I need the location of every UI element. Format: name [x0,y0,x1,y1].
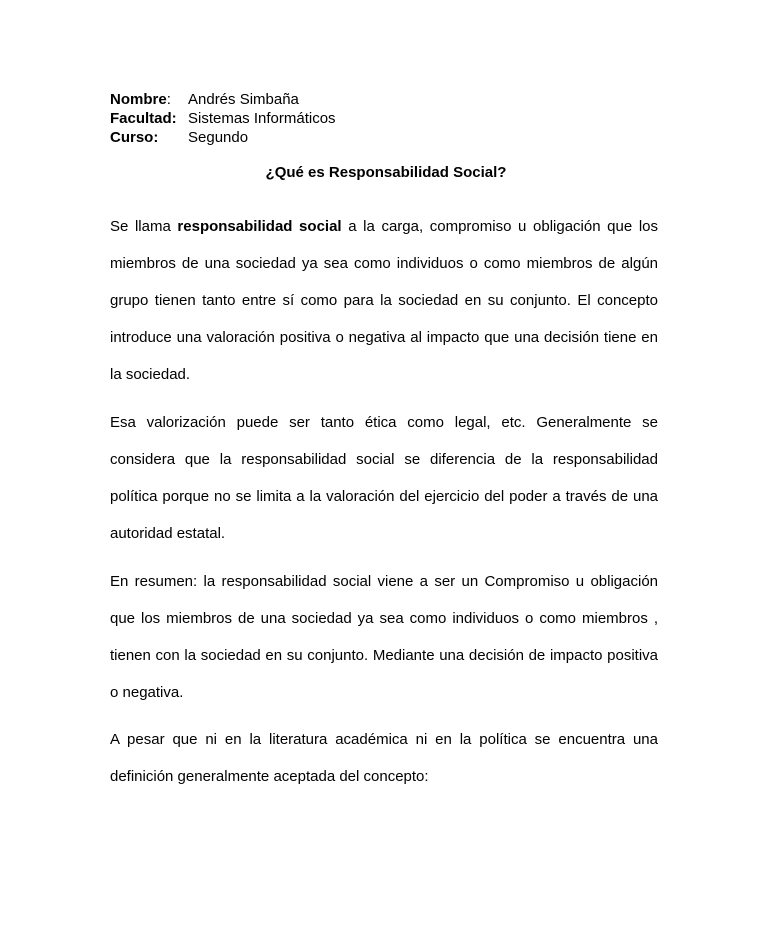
facultad-label: Facultad: [110,110,177,127]
document-title-text: ¿Qué es Responsabilidad Social? [265,164,507,181]
paragraph-1-bold-term: responsabilidad social [177,218,342,235]
curso-value: Segundo [188,129,249,146]
nombre-separator: : [166,91,171,108]
paragraph-1 [110,208,658,393]
paragraph-2: Esa valorización puede ser tanto ética como legal, etc. Generalmente se considera que la responsabilidad social se diferencia de la responsabilidad política porque no se limita a la valoración del ejercicio del poder a través de una autoridad estatal. [110,414,658,542]
student-header [110,90,336,147]
facultad-value: Sistemas Informáticos [188,110,336,127]
paragraph-4: A pesar que ni en la literatura académica ni en la política se encuentra una definición generalmente aceptada del concepto: [110,731,658,785]
nombre-label: Nombre [110,91,167,108]
paragraph-1-body: a la carga, compromiso u obligación que los miembros de una sociedad ya sea como individuos o como miembros de algún grupo tienen tanto entre sí como para la sociedad en su conjunto. El concepto introduce una valoración positiva o negativa al impacto que una decisión tiene en la sociedad. [110,218,658,383]
header-row-nombre [110,90,336,109]
nombre-value: Andrés Simbaña [188,91,299,108]
curso-label: Curso: [110,129,159,146]
header-row-curso [110,128,336,147]
paragraph-3: En resumen: la responsabilidad social viene a ser un Compromiso u obligación que los miembros de una sociedad ya sea como individuos o como miembros , tienen con la sociedad en su conjunto. Mediante una decisión de impacto positiva o negativa. [110,573,658,701]
header-row-facultad [110,109,336,128]
document-title [0,163,768,182]
paragraph-1-intro: Se llama [110,218,178,235]
nombre-label-wrap [110,90,188,109]
